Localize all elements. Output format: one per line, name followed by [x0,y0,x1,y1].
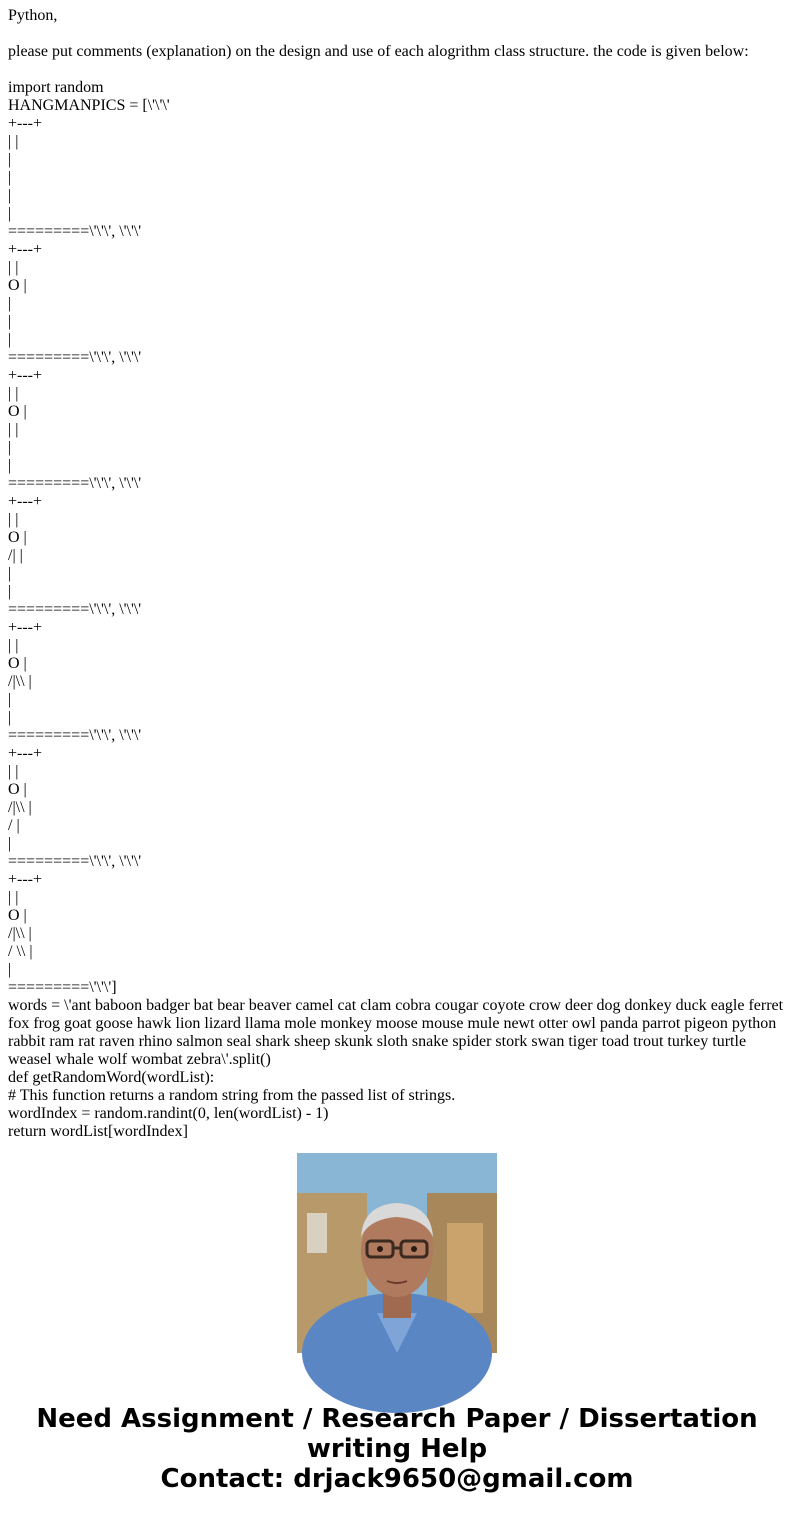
code-line: /|\\ | [8,925,32,942]
question-heading: Python, [8,7,58,24]
code-line: +---+ [8,115,43,132]
author-photo-illustration [297,1153,497,1353]
code-line: O | [8,907,27,924]
code-line: =========\'\'\'] [8,979,117,996]
code-line: return wordList[wordIndex] [8,1123,188,1140]
author-avatar [297,1153,497,1353]
code-line: O | [8,529,27,546]
code-listing [8,79,790,1141]
code-line: | | [8,511,19,528]
code-line: +---+ [8,619,43,636]
code-line: | [8,205,12,222]
code-line: +---+ [8,367,43,384]
code-line: =========\'\'\', \'\'\' [8,349,142,366]
code-line: wordIndex = random.randint(0, len(wordList) - 1) [8,1105,329,1122]
question-text-block [8,7,790,1140]
help-banner [0,1404,794,1494]
code-line: =========\'\'\', \'\'\' [8,853,142,870]
banner-line-2: writing Help [306,1434,488,1464]
banner-line-1: Need Assignment / Research Paper / Dissertation [36,1404,758,1434]
code-line: O | [8,403,27,420]
code-line: | | [8,889,19,906]
code-line: | | [8,259,19,276]
code-line: | [8,691,12,708]
code-line: /|\\ | [8,799,32,816]
question-prompt: please put comments (explanation) on the design and use of each alogrithm class structure. the code is given below: [8,43,749,60]
paragraph-gap [8,61,790,79]
code-line: # This function returns a random string from the passed list of strings. [8,1087,456,1104]
code-line: | | [8,385,19,402]
code-line: / | [8,817,20,834]
code-line: | | [8,133,19,150]
code-line: import random [8,79,104,96]
code-line: O | [8,277,27,294]
code-line: +---+ [8,493,43,510]
code-line: HANGMANPICS = [\'\'\' [8,97,170,114]
code-line: / \\ | [8,943,33,960]
code-line: | [8,709,12,726]
code-line: O | [8,655,27,672]
code-line: | [8,295,12,312]
code-line: +---+ [8,241,43,258]
code-line: words = \'ant baboon badger bat bear beaver camel cat clam cobra cougar coyote crow deer dog donkey duck eagle ferret fox frog goat goose hawk lion lizard llama mole monkey moose mouse mule newt otter owl panda parrot pigeon python rabbit ram rat raven rhino salmon seal shark sheep skunk sloth snake spider stork swan tiger toad trout turkey turtle weasel whale wolf wombat zebra\'.split() [8,997,788,1068]
code-line: | [8,835,12,852]
code-line: | | [8,763,19,780]
code-line: +---+ [8,745,43,762]
code-line: | [8,151,12,168]
code-line: /|\\ | [8,673,32,690]
code-line: | [8,331,12,348]
code-line: =========\'\'\', \'\'\' [8,601,142,618]
code-line: | [8,313,12,330]
code-line: | | [8,421,19,438]
code-line: +---+ [8,871,43,888]
code-line: =========\'\'\', \'\'\' [8,475,142,492]
code-line: =========\'\'\', \'\'\' [8,727,142,744]
code-line: O | [8,781,27,798]
code-line: | [8,169,12,186]
code-line: def getRandomWord(wordList): [8,1069,215,1086]
code-line: | [8,187,12,204]
code-line: =========\'\'\', \'\'\' [8,223,142,240]
contact-email: Contact: drjack9650@gmail.com [160,1464,634,1494]
paragraph-gap [8,25,790,43]
code-line: | [8,457,12,474]
code-line: | [8,583,12,600]
code-line: | [8,439,12,456]
code-line: | | [8,637,19,654]
code-line: /| | [8,547,23,564]
code-line: | [8,961,12,978]
code-line: | [8,565,12,582]
